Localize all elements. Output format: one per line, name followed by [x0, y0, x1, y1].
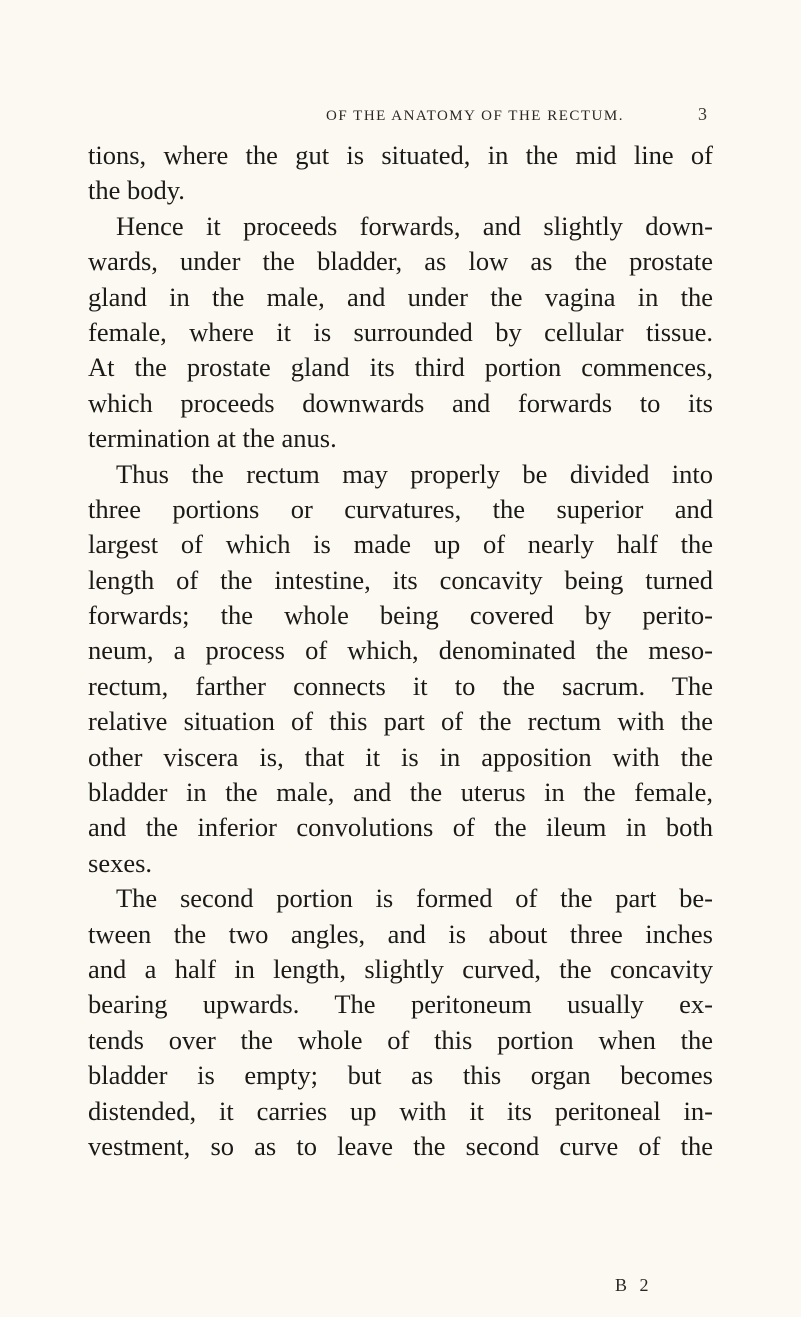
- text-line: gland in the male, and under the vagina in the: [88, 281, 713, 312]
- text-line: tween the two angles, and is about three inches: [88, 918, 713, 949]
- text-line: sexes.: [88, 847, 153, 878]
- text-line: relative situation of this part of the rectum with the: [88, 706, 713, 737]
- text-line: three portions or curvatures, the superior and: [88, 493, 713, 524]
- text-line: At the prostate gland its third portion commences,: [88, 352, 713, 383]
- text-line: Hence it proceeds forwards, and slightly down-: [116, 210, 713, 241]
- text-line: rectum, farther connects it to the sacrum. The: [88, 670, 713, 701]
- page-number: 3: [698, 104, 707, 124]
- text-line: which proceeds downwards and forwards to its: [88, 387, 713, 418]
- text-line: termination at the anus.: [88, 423, 337, 454]
- text-line: Thus the rectum may properly be divided into: [116, 458, 713, 489]
- text-line: bearing upwards. The peritoneum usually ex-: [88, 989, 713, 1020]
- running-head: OF THE ANATOMY OF THE RECTUM.: [326, 108, 624, 124]
- text-line: vestment, so as to leave the second curve of the: [88, 1130, 713, 1161]
- text-line: tions, where the gut is situated, in the mid line of: [88, 140, 713, 170]
- text-line: bladder in the male, and the uterus in the female,: [88, 777, 713, 808]
- text-line: length of the intestine, its concavity being turned: [88, 564, 713, 595]
- text-line: wards, under the bladder, as low as the prostate: [88, 246, 713, 277]
- signature-mark: B 2: [615, 1275, 653, 1295]
- text-line: female, where it is surrounded by cellular tissue.: [88, 316, 713, 347]
- text-line: and the inferior convolutions of the ileum in both: [88, 812, 713, 843]
- text-line: and a half in length, slightly curved, the concavity: [88, 953, 713, 984]
- text-line: largest of which is made up of nearly half the: [88, 529, 713, 560]
- body-text: [88, 138, 713, 1164]
- text-line: The second portion is formed of the part be-: [116, 883, 713, 914]
- text-line: bladder is empty; but as this organ becomes: [88, 1060, 713, 1091]
- text-line: neum, a process of which, denominated the meso-: [88, 635, 713, 666]
- text-line: distended, it carries up with it its peritoneal in-: [88, 1095, 713, 1126]
- text-line: other viscera is, that it is in apposition with the: [88, 741, 713, 772]
- text-line: tends over the whole of this portion when the: [88, 1024, 713, 1055]
- text-line: forwards; the whole being covered by perito-: [88, 600, 713, 631]
- text-line: the body.: [88, 175, 185, 206]
